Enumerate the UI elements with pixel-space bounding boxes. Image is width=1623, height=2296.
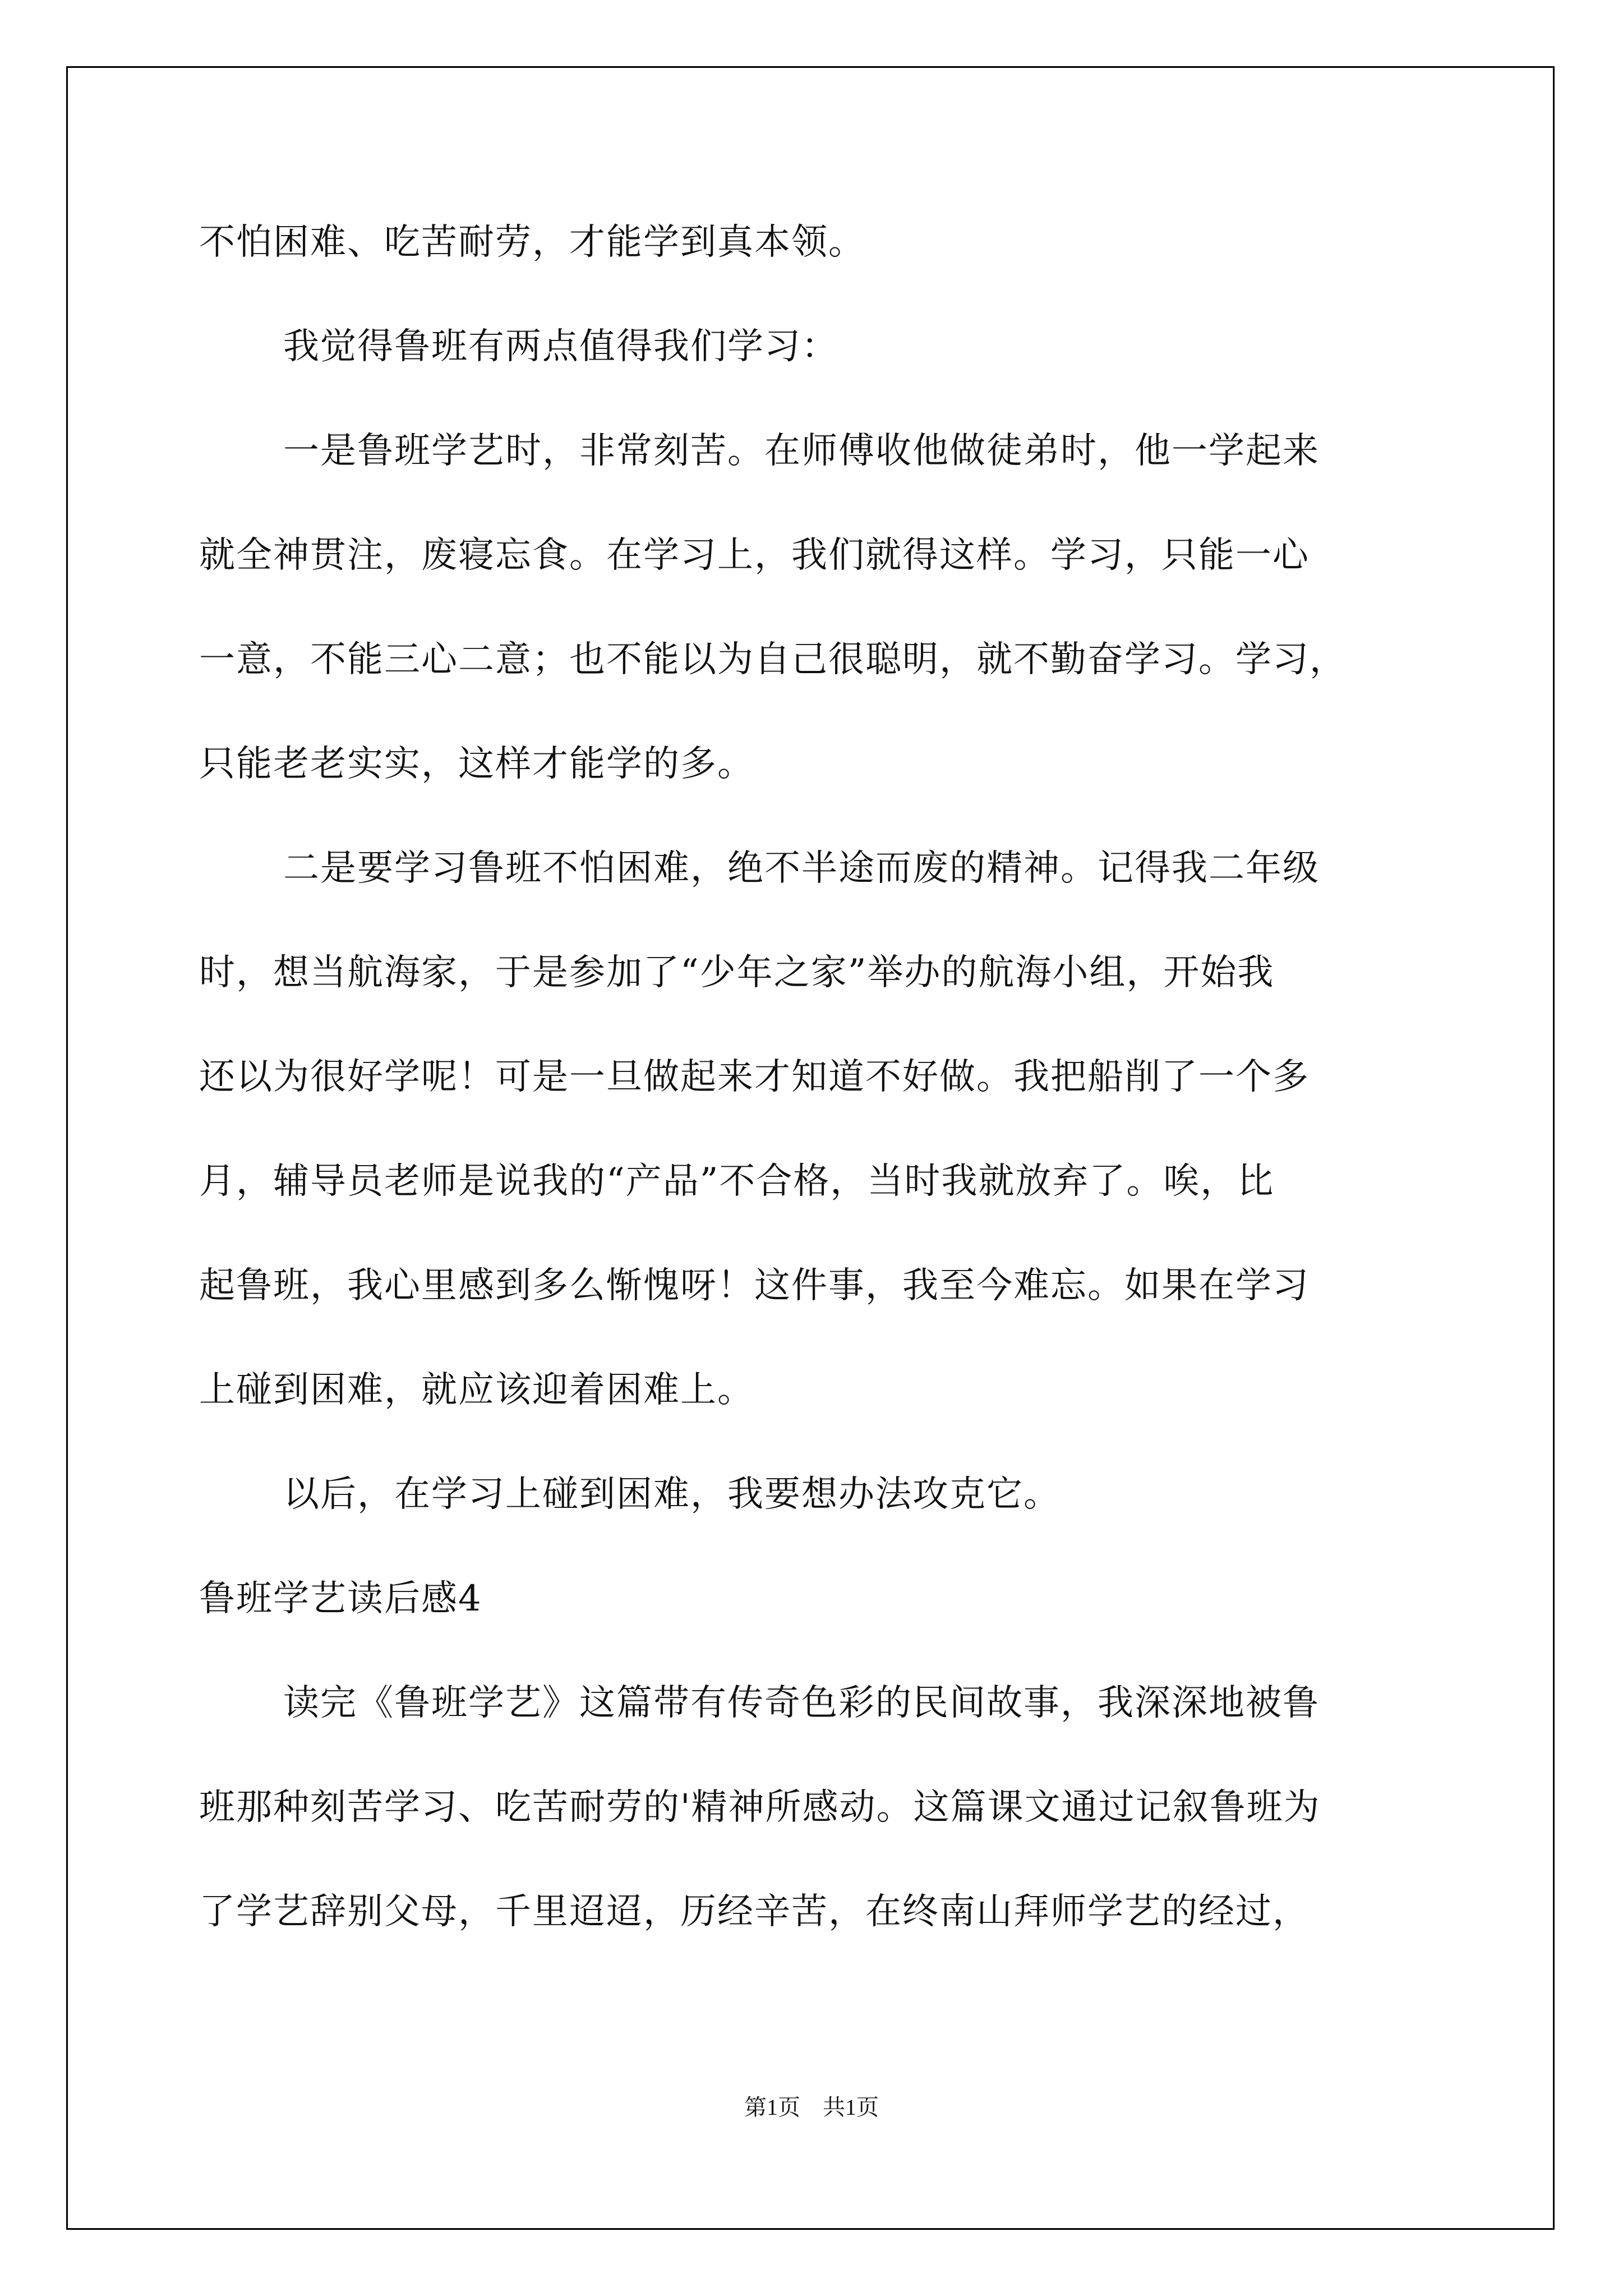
text-line: 不怕困难、吃苦耐劳，才能学到真本领。 bbox=[199, 222, 865, 263]
text-line: 一意，不能三心二意；也不能以为自己很聪明，就不勤奋学习。学习， bbox=[199, 639, 1347, 680]
text-line: 了学艺辞别父母，千里迢迢，历经辛苦，在终南山拜师学艺的经过， bbox=[199, 1891, 1310, 1932]
text-line: 时，想当航海家，于是参加了“少年之家”举办的航海小组，开始我 bbox=[199, 952, 1275, 993]
text-line: 读完《鲁班学艺》这篇带有传奇色彩的民间故事，我深深地被鲁 bbox=[283, 1682, 1320, 1724]
text-line: 上碰到困难，就应该迎着困难上。 bbox=[199, 1369, 754, 1411]
text-line: 班那种刻苦学习、吃苦耐劳的'精神所感动。这篇课文通过记叙鲁班为 bbox=[199, 1787, 1321, 1828]
page-number: 第1页 共1页 bbox=[744, 2095, 879, 2120]
text-line: 一是鲁班学艺时，非常刻苦。在师傅收他做徒弟时，他一学起来 bbox=[283, 430, 1320, 472]
section-heading: 鲁班学艺读后感4 bbox=[199, 1578, 482, 1619]
text-line: 起鲁班，我心里感到多么惭愧呀！这件事，我至今难忘。如果在学习 bbox=[199, 1265, 1310, 1306]
text-line: 二是要学习鲁班不怕困难，绝不半途而废的精神。记得我二年级 bbox=[283, 848, 1320, 889]
text-line: 就全神贯注，废寝忘食。在学习上，我们就得这样。学习，只能一心 bbox=[199, 535, 1310, 576]
text-line: 只能老老实实，这样才能学的多。 bbox=[199, 743, 754, 785]
text-line: 以后，在学习上碰到困难，我要想办法攻克它。 bbox=[283, 1474, 1061, 1515]
text-line: 还以为很好学呢！可是一旦做起来才知道不好做。我把船削了一个多 bbox=[199, 1056, 1310, 1098]
text-line: 我觉得鲁班有两点值得我们学习： bbox=[283, 326, 838, 367]
text-line: 月，辅导员老师是说我的“产品”不合格，当时我就放弃了。唉，比 bbox=[199, 1161, 1275, 1202]
